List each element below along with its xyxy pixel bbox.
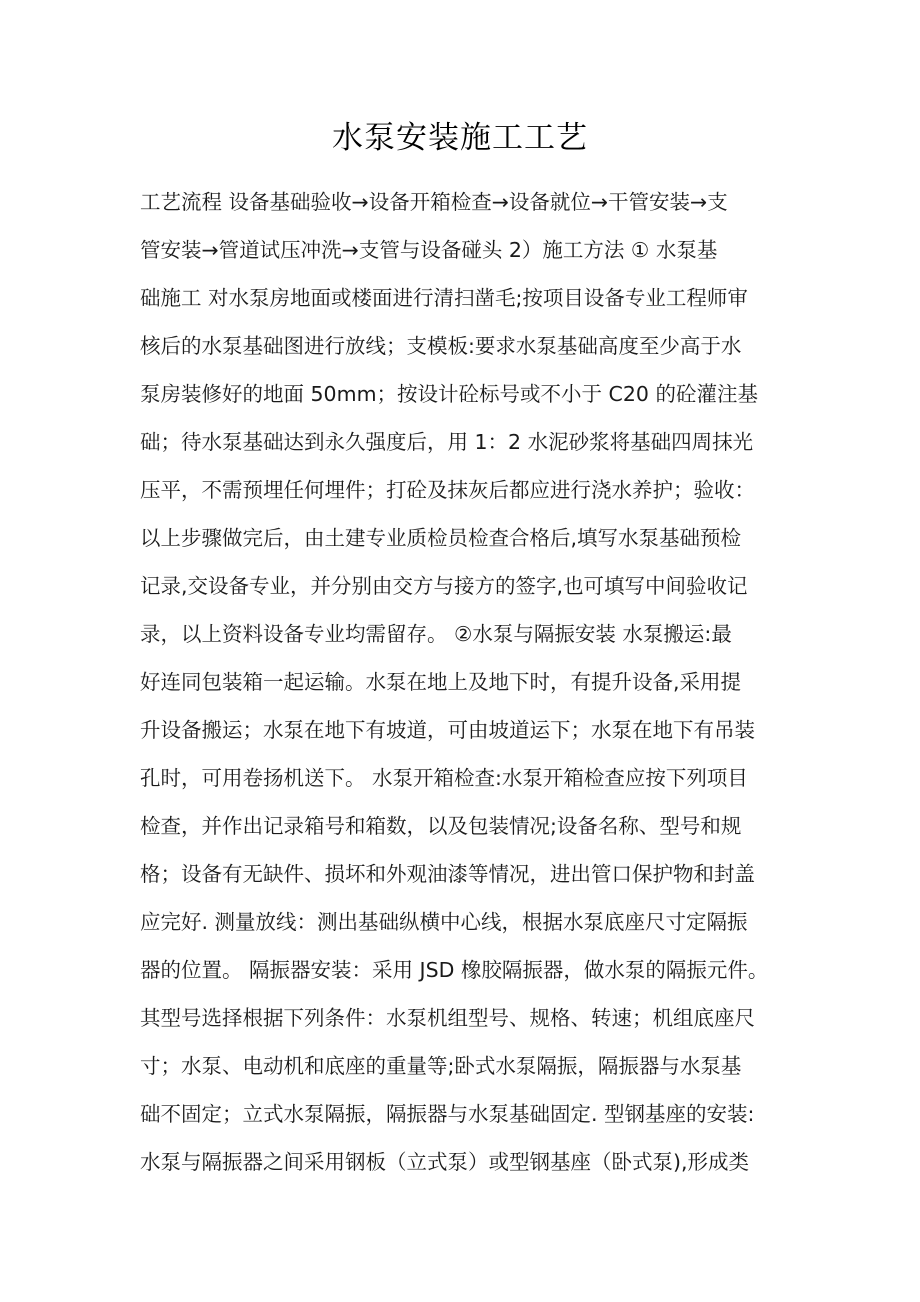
body-line: 以上步骤做完后，由土建专业质检员检查合格后,填写水泵基础预检 [140,526,742,550]
body-line: 水泵与隔振器之间采用钢板（立式泵）或型钢基座（卧式泵),形成类 [140,1150,750,1174]
body-line: 压平，不需预埋任何埋件；打砼及抹灰后都应进行浇水养护；验收： [140,478,755,502]
body-line: 应完好. 测量放线：测出基础纵横中心线，根据水泵底座尺寸定隔振 [140,910,748,934]
document-title: 水泵安装施工工艺 [332,120,588,156]
body-line: 检查，并作出记录箱号和箱数，以及包装情况;设备名称、型号和规 [140,814,742,838]
body-line: 管安装→管道试压冲洗→支管与设备碰头 2）施工方法 ① 水泵基 [140,238,718,262]
body-line: 泵房装修好的地面 50mm；按设计砼标号或不小于 C20 的砼灌注基 [140,382,758,406]
body-line: 格；设备有无缺件、损坏和外观油漆等情况，进出管口保护物和封盖 [140,862,755,886]
body-line: 记录,交设备专业，并分别由交方与接方的签字,也可填写中间验收记 [140,574,748,598]
body-line: 础；待水泵基础达到永久强度后，用 1：2 水泥砂浆将基础四周抹光 [140,430,754,454]
body-line: 核后的水泵基础图进行放线；支模板:要求水泵基础高度至少高于水 [140,334,742,358]
body-line: 础施工 对水泵房地面或楼面进行清扫凿毛;按项目设备专业工程师审 [140,286,748,310]
body-line: 好连同包装箱一起运输。水泵在地上及地下时，有提升设备,采用提 [140,670,742,694]
body-line: 寸；水泵、电动机和底座的重量等;卧式水泵隔振，隔振器与水泵基 [140,1054,742,1078]
body-line: 录，以上资料设备专业均需留存。 ②水泵与隔振安装 水泵搬运:最 [140,622,732,646]
body-line: 升设备搬运；水泵在地下有坡道，可由坡道运下；水泵在地下有吊装 [140,718,755,742]
body-line: 工艺流程 设备基础验收→设备开箱检查→设备就位→干管安装→支 [140,190,728,214]
body-line: 础不固定；立式水泵隔振，隔振器与水泵基础固定. 型钢基座的安装: [140,1102,755,1126]
body-line: 孔时，可用卷扬机送下。 水泵开箱检查:水泵开箱检查应按下列项目 [140,766,748,790]
body-line: 器的位置。 隔振器安装：采用 JSD 橡胶隔振器，做水泵的隔振元件。 [140,958,769,982]
body-line: 其型号选择根据下列条件：水泵机组型号、规格、转速；机组底座尺 [140,1006,755,1030]
document-body [140,178,786,1186]
